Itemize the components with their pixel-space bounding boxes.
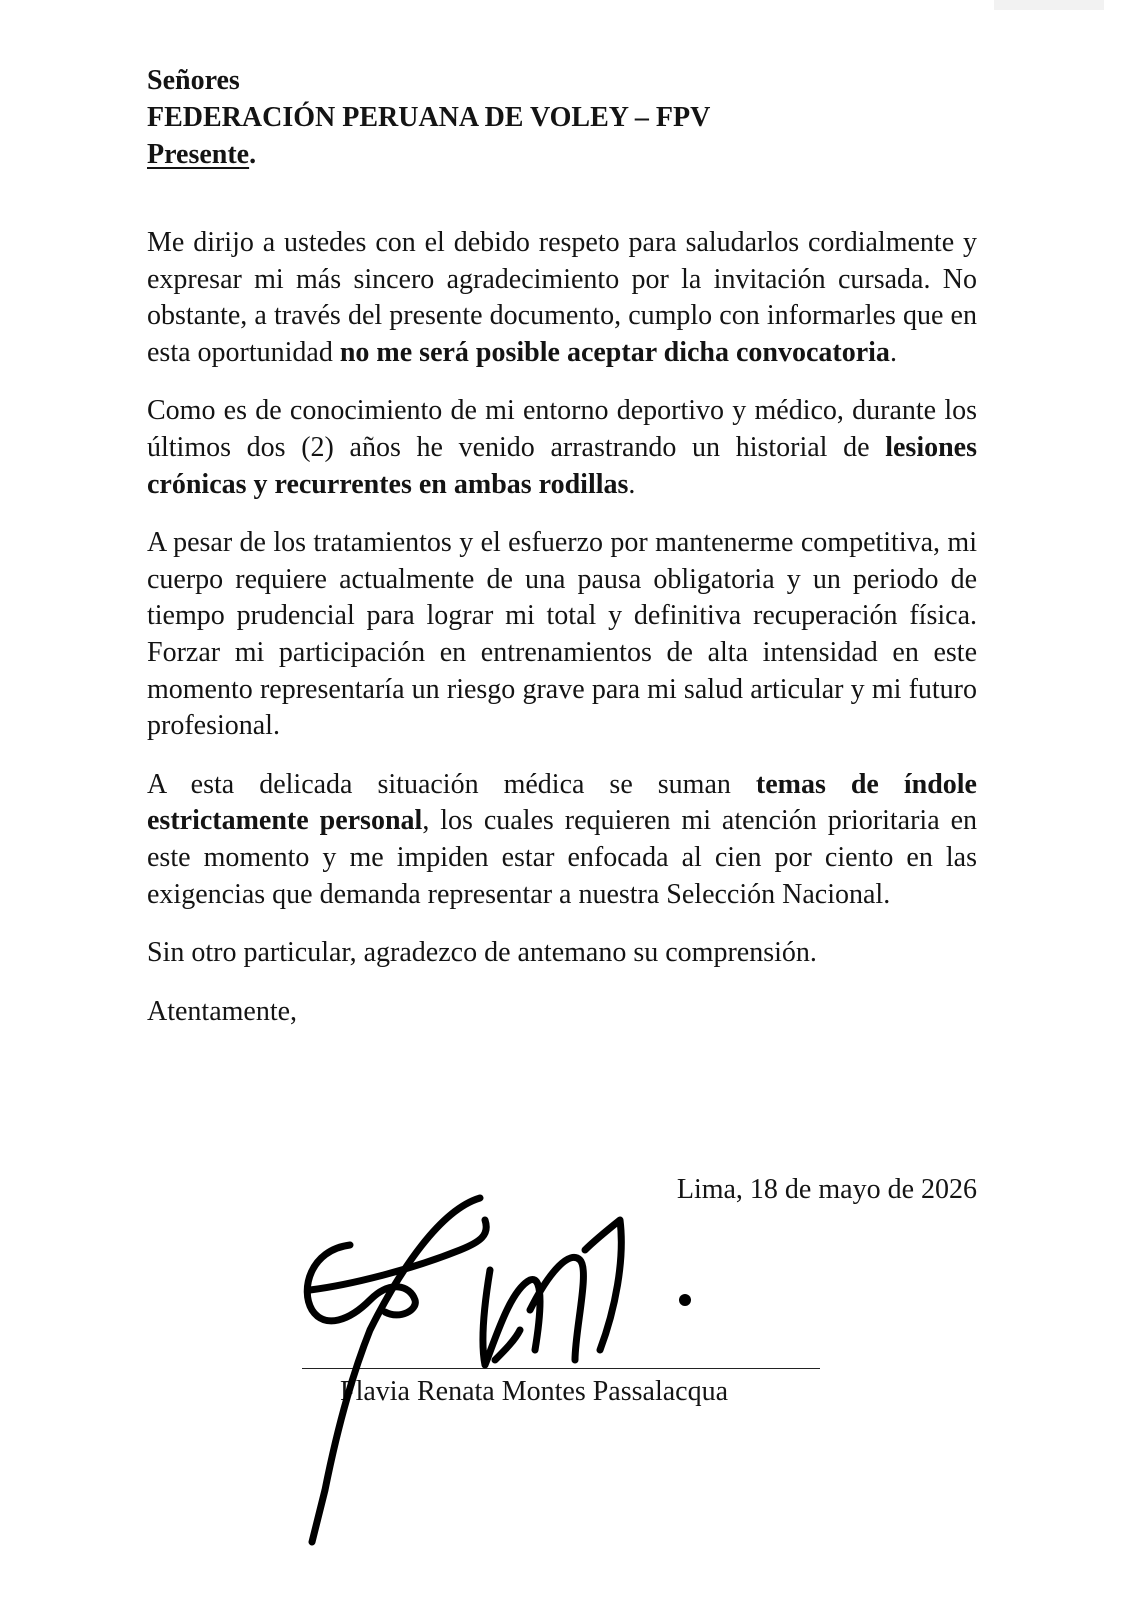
paragraph-2-bold: lesiones crónicas y recurrentes en ambas rodillas	[147, 431, 977, 500]
organization-name: FEDERACIÓN PERUANA DE VOLEY – FPV	[147, 102, 711, 133]
signer-name: Flavia Renata Montes Passalacqua	[340, 1376, 729, 1407]
presente-line	[147, 136, 977, 173]
closing: Atentamente,	[147, 995, 298, 1027]
corner-mark	[994, 0, 1104, 10]
paragraph-4-end: , los cuales requieren mi atención prioritaria en este momento y me impiden estar enfocada al cien por ciento en las exigencias que demanda representar a nuestra Selección Nacional.	[147, 805, 978, 910]
handwritten-signature	[290, 1190, 730, 1550]
paragraph-5: Sin otro particular, agradezco de antemano su comprensión.	[147, 937, 817, 969]
addressee-block	[147, 62, 977, 173]
letter-body	[147, 225, 977, 1052]
paragraph-1	[147, 225, 977, 371]
paragraph-1-end: .	[889, 336, 897, 368]
paragraph-4-text: A esta delicada situación médica se suman	[147, 768, 756, 800]
salutation: Señores	[147, 65, 240, 96]
presente-word: Presente	[147, 139, 250, 170]
paragraph-1-bold: no me será posible aceptar dicha convocatoria	[339, 336, 890, 368]
paragraph-2	[147, 393, 977, 503]
paragraph-3: A pesar de los tratamientos y el esfuerzo por mantenerme competitiva, mi cuerpo requiere actualmente de una pausa obligatoria y un periodo de tiempo prudencial para lograr mi total y definitiva recuperación física. Forzar mi participación en entrenamientos de alta intensidad en este momento representaría un riesgo grave para mi salud articular y mi futuro profesional.	[147, 527, 977, 742]
paragraph-1-text: Me dirijo a ustedes con el debido respeto para saludarlos cordialmente y expresar mi más sincero agradecimiento por la invitación cursada. No obstante, a través del presente documento, cumplo con informarles que en esta oportunidad	[147, 227, 977, 368]
place-date: Lima, 18 de mayo de 2026	[676, 1174, 977, 1205]
presente-dot: .	[249, 139, 257, 170]
paragraph-2-end: .	[628, 468, 636, 500]
paragraph-4	[147, 767, 977, 913]
paragraph-2-text: Como es de conocimiento de mi entorno deportivo y médico, durante los últimos dos (2) años he venido arrastrando un historial de	[147, 395, 977, 463]
paragraph-4-bold: temas de índole estrictamente personal	[147, 768, 977, 837]
